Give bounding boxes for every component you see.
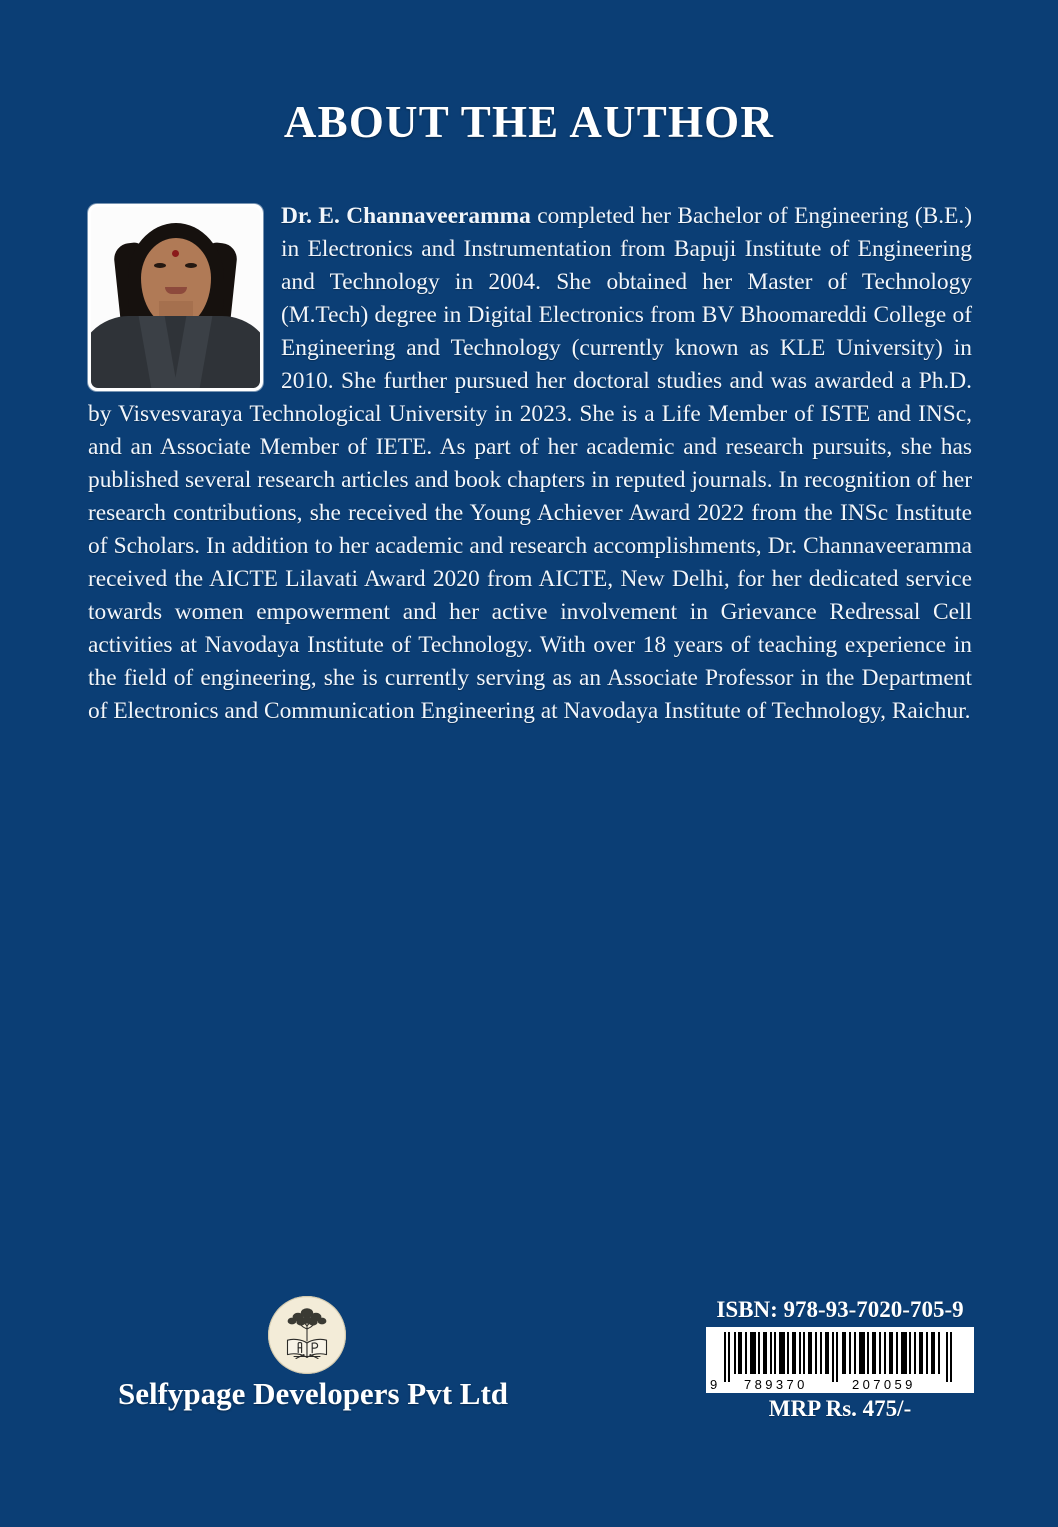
page-title: ABOUT THE AUTHOR <box>283 97 775 147</box>
author-bio-paragraph <box>88 200 972 728</box>
portrait-mouth <box>165 287 187 294</box>
author-name: Dr. E. Channaveeramma <box>281 203 531 229</box>
svg-text:207059: 207059 <box>852 1377 916 1392</box>
isbn-label: ISBN: 978-93-7020-705-9 <box>716 1297 964 1322</box>
isbn-barcode <box>706 1327 974 1393</box>
author-photo <box>88 204 263 391</box>
svg-text:9: 9 <box>710 1377 718 1392</box>
author-photo-image <box>91 207 260 388</box>
publisher-name: Selfypage Developers Pvt Ltd <box>117 1376 509 1411</box>
svg-text:789370: 789370 <box>744 1377 808 1392</box>
publisher-logo-icon <box>268 1296 346 1374</box>
mrp-label: MRP Rs. 475/- <box>768 1396 912 1421</box>
author-bio-text: completed her Bachelor of Engineering (B.E.) in Electronics and Instrumentation from Bapuji Institute of Engineering and Technology in 2004. She obtained her Master of Technology (M.Tech) degree in Digital Electronics from BV Bhoomareddi College of Engineering and Technology (currently known as KLE University) in 2010. She further pursued her doctoral studies and was awarded a Ph.D. by Visvesvaraya Technological University in 2023. She is a Life Member of ISTE and INSc, and an Associate Member of IETE. As part of her academic and research pursuits, she has published several research articles and book chapters in reputed journals. In recognition of her research contributions, she received the Young Achiever Award 2022 from the INSc Institute of Scholars. In addition to her academic and research accomplishments, Dr. Channaveeramma received the AICTE Lilavati Award 2020 from AICTE, New Delhi, for her dedicated service towards women empowerment and her active involvement in Grievance Redressal Cell activities at Navodaya Institute of Technology. With over 18 years of teaching experience in the field of engineering, she is currently serving as an Associate Professor in the Department of Electronics and Communication Engineering at Navodaya Institute of Technology, Raichur. <box>88 203 972 724</box>
portrait-eye-left <box>154 263 166 268</box>
